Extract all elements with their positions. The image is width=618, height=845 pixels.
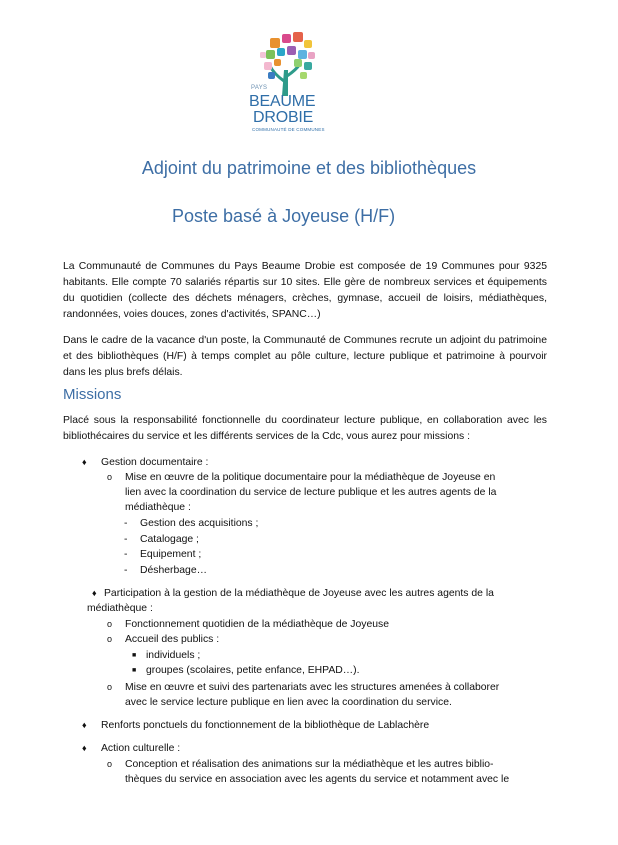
mission-renforts-ponctuels: Renforts ponctuels du fonctionnement de la bibliothèque de Lablachère <box>101 720 430 731</box>
dash-bullet-icon: - <box>124 534 128 545</box>
missions-intro: Placé sous la responsabilité fonctionnelle du coordinateur lecture publique, en collaboration avec les bibliothécaires du service et les différents services de la Cdc, vous aurez pour missions : <box>63 415 547 442</box>
mission-action-culturelle: Action culturelle : <box>101 743 181 754</box>
mission-participation-gestion: Participation à la gestion de la médiathèque de Joyeuse avec les autres agents de la <box>104 588 494 599</box>
missions-heading: Missions <box>63 386 122 403</box>
circle-bullet-icon: o <box>107 759 113 769</box>
list-item: thèques du service en association avec les agents du service et notamment avec le <box>125 774 510 785</box>
dash-bullet-icon: - <box>124 549 128 560</box>
diamond-bullet-icon: ♦ <box>82 457 87 467</box>
logo-pays-text: PAYS <box>251 85 268 91</box>
dash-bullet-icon: - <box>124 518 128 529</box>
logo-beaume-text: BEAUME <box>249 93 316 110</box>
list-item: Equipement ; <box>140 549 202 560</box>
context-paragraph: Dans le cadre de la vacance d'un poste, la Communauté de Communes recrute un adjoint du patrimoine et des bibliothèques (H/F) à temps complet au pôle culture, lecture publique et patrimoine à pourvoir dans les plus brefs délais. <box>63 335 547 378</box>
job-title: Adjoint du patrimoine et des bibliothèques <box>141 158 477 178</box>
circle-bullet-icon: o <box>107 634 113 644</box>
list-item: Accueil des publics : <box>125 634 220 645</box>
list-item: Fonctionnement quotidien de la médiathèque de Joyeuse <box>125 619 389 630</box>
square-bullet-icon: ■ <box>132 667 137 674</box>
job-location: Poste basé à Joyeuse (H/F) <box>172 206 396 226</box>
list-item: avec le service lecture publique en lien avec la coordination du service. <box>125 697 452 708</box>
logo-drobie-text: DROBIE <box>253 109 314 126</box>
diamond-bullet-icon: ♦ <box>82 720 87 730</box>
diamond-bullet-icon: ♦ <box>82 743 87 753</box>
diamond-bullet-icon: ♦ <box>92 588 97 598</box>
mission-gestion-documentaire: Gestion documentaire : <box>101 457 209 468</box>
list-item: Gestion des acquisitions ; <box>140 518 259 529</box>
list-item: groupes (scolaires, petite enfance, EHPAD…). <box>146 665 360 676</box>
dash-bullet-icon: - <box>124 565 128 576</box>
list-item: Désherbage… <box>140 565 208 576</box>
list-item: lien avec la coordination du service de lecture publique et les autres agents de la <box>125 487 497 498</box>
circle-bullet-icon: o <box>107 682 113 692</box>
list-item: médiathèque : <box>125 502 191 513</box>
list-item: individuels ; <box>146 650 201 661</box>
list-item: médiathèque : <box>87 603 153 614</box>
list-item: Catalogage ; <box>140 534 199 545</box>
logo-subtitle-text: COMMUNAUTÉ DE COMMUNES <box>252 127 325 132</box>
list-item: Mise en œuvre et suivi des partenariats avec les structures amenées à collaborer <box>125 682 500 693</box>
circle-bullet-icon: o <box>107 619 113 629</box>
square-bullet-icon: ■ <box>132 652 137 659</box>
circle-bullet-icon: o <box>107 472 113 482</box>
list-item: Conception et réalisation des animations sur la médiathèque et les autres biblio- <box>125 759 494 770</box>
intro-paragraph: La Communauté de Communes du Pays Beaume Drobie est composée de 19 Communes pour 9325 habitants. Elle compte 70 salariés répartis sur 10 sites. Elle gère de nombreux services et équipements du quotidien (collecte des déchets ménagers, crèches, gymnase, accueil de loisirs, médiathèques, randonnées, voies douces, zones d'activités, SPANC…) <box>63 261 547 320</box>
list-item: Mise en œuvre de la politique documentaire pour la médiathèque de Joyeuse en <box>125 472 496 483</box>
